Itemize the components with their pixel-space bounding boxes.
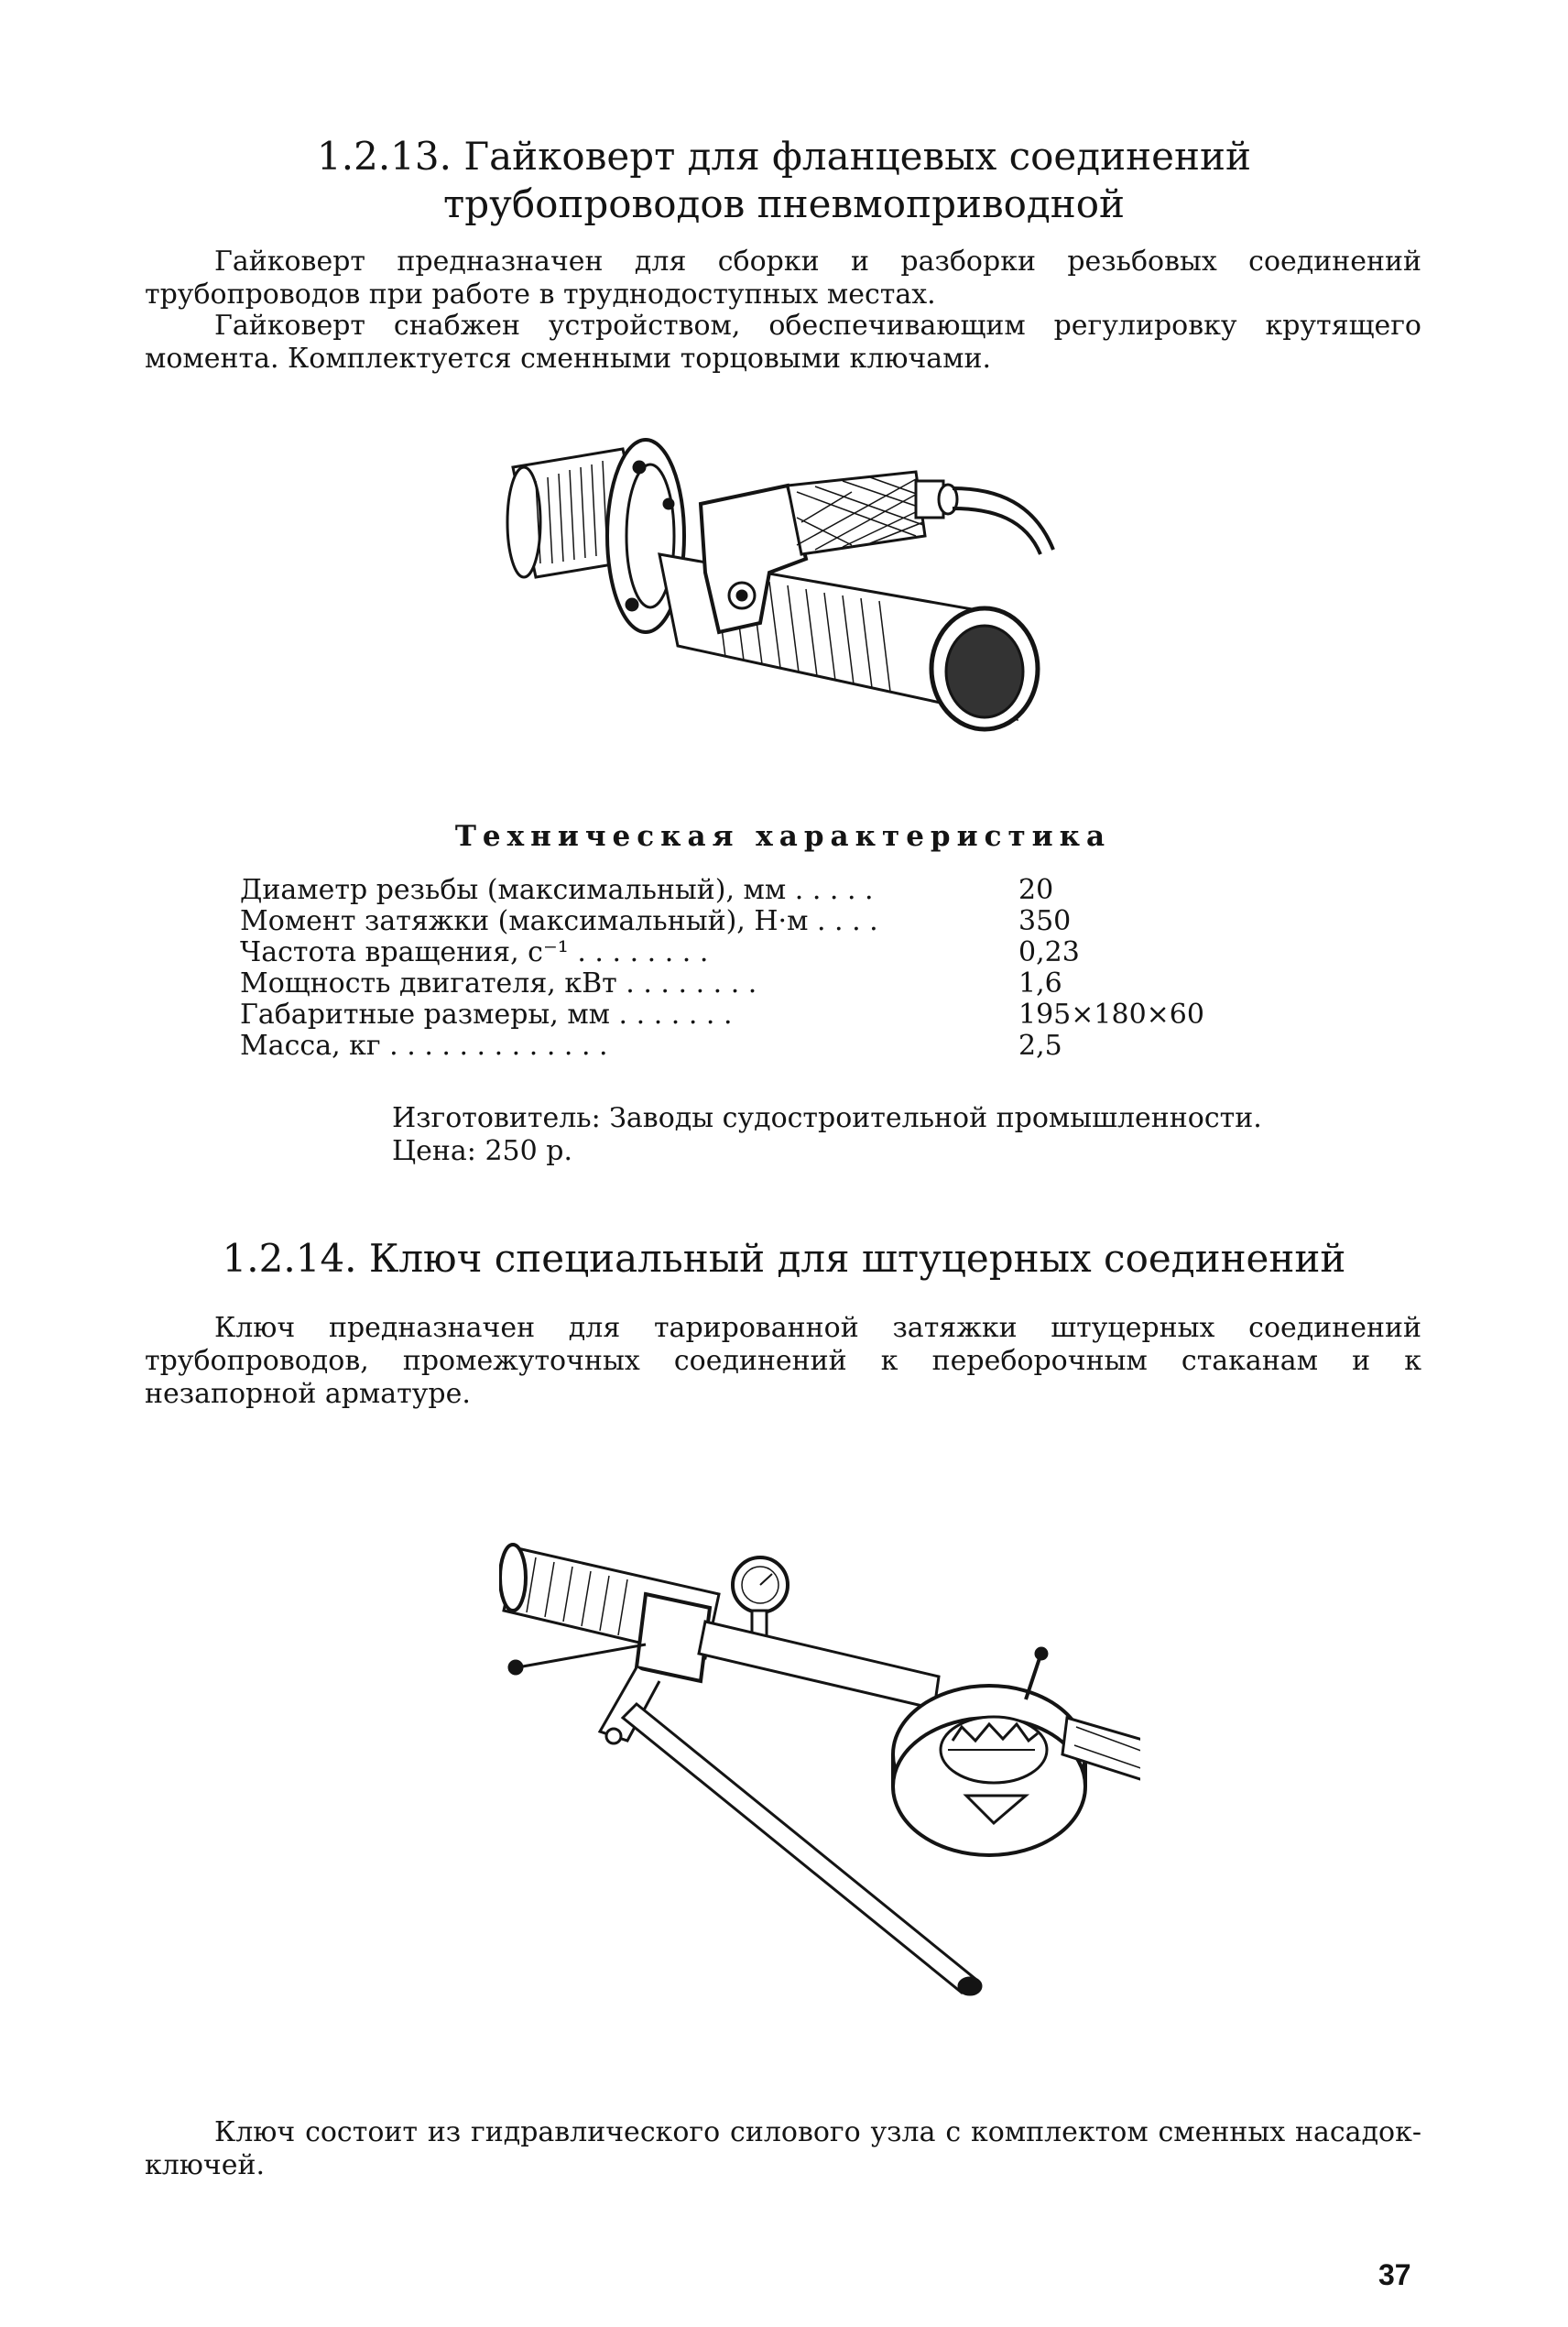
section-1-heading-line-1: 1.2.13. Гайковерт для фланцевых соединений — [317, 134, 1251, 179]
section-2-paragraph-1 — [145, 1312, 1421, 1411]
spec-row — [240, 968, 1204, 1000]
spec-label: Габаритные размеры, мм . . . . . . . — [240, 999, 733, 1031]
section-1-paragraph-2-text: Гайковерт снабжен устройством, обеспечивающим регулировку крутящего момента. Комплектуется сменными торцовыми ключами. — [145, 310, 1421, 375]
section-1-paragraph-1-text: Гайковерт предназначен для сборки и разборки резьбовых соединений трубопроводов при работе в труднодоступных местах. — [145, 246, 1421, 311]
section-1-heading — [165, 133, 1403, 228]
section-1-paragraph-1 — [145, 246, 1421, 311]
spec-row — [240, 906, 1204, 937]
spec-value: 0,23 — [1018, 936, 1080, 968]
spec-value: 195×180×60 — [1018, 999, 1204, 1031]
spec-value: 2,5 — [1018, 1030, 1062, 1062]
spec-label: Частота вращения, с⁻¹ . . . . . . . . — [240, 936, 709, 968]
page-number: 37 — [1378, 2258, 1411, 2291]
spec-row — [240, 937, 1204, 968]
specifications-table — [240, 875, 1204, 1062]
spec-label: Диаметр резьбы (максимальный), мм . . . . . — [240, 874, 874, 906]
section-2-paragraph-1-text: Ключ предназначен для тарированной затяжки штуцерных соединений трубопроводов, промежуточных соединений к переборочным стаканам и к незапорной арматуре. — [145, 1312, 1421, 1410]
price-note: Цена: 250 р. — [392, 1135, 572, 1167]
spec-label: Мощность двигателя, кВт . . . . . . . . — [240, 967, 757, 1000]
spec-row — [240, 1031, 1204, 1062]
nut-runner-illustration — [485, 417, 1081, 783]
hydraulic-wrench-illustration — [499, 1521, 1140, 2034]
spec-value: 1,6 — [1018, 967, 1062, 1000]
section-2-paragraph-2 — [145, 2116, 1421, 2182]
spec-label: Момент затяжки (максимальный), Н·м . . . . — [240, 905, 878, 937]
spec-value: 350 — [1018, 905, 1072, 937]
section-1-heading-line-2: трубопроводов пневмоприводной — [442, 181, 1126, 226]
manufacturer-note: Изготовитель: Заводы судостроительной промышленности. — [392, 1102, 1262, 1134]
spec-row — [240, 1000, 1204, 1031]
spec-value: 20 — [1018, 874, 1054, 906]
section-2-heading: 1.2.14. Ключ специальный для штуцерных соединений — [222, 1236, 1346, 1281]
section-1-paragraph-2 — [145, 310, 1421, 376]
section-2-paragraph-2-text: Ключ состоит из гидравлического силового узла с комплектом сменных насадок-ключей. — [145, 2116, 1421, 2181]
spec-label: Масса, кг . . . . . . . . . . . . . — [240, 1030, 608, 1062]
specifications-title: Техническая характеристика — [454, 820, 1112, 853]
spec-row — [240, 875, 1204, 906]
